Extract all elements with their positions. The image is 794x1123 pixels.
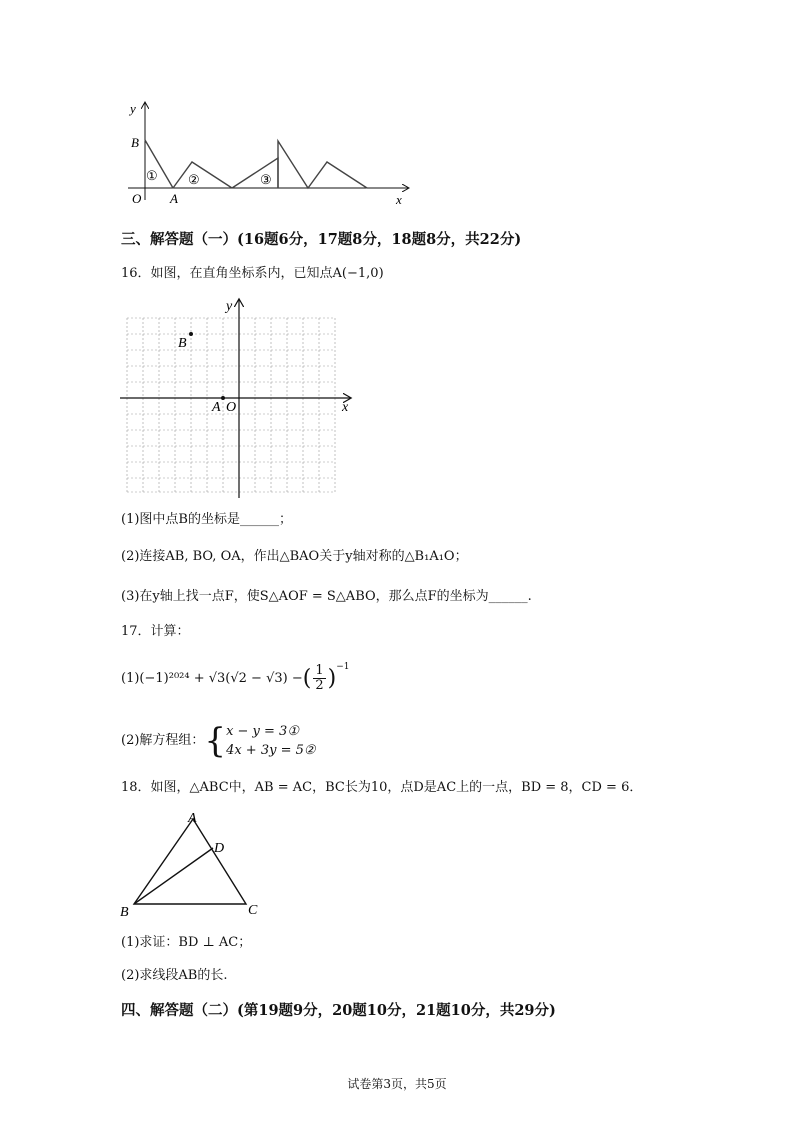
q17-part-1-expression: (−1)²⁰²⁴ + √3(√2 − √3) − — [139, 670, 303, 686]
point-A-label: A — [170, 191, 178, 206]
paren-right: ) — [327, 665, 337, 691]
grid-point-B-label: B — [178, 336, 187, 351]
q16-stem: 16．如图，在直角坐标系内，已知点A(−1,0) — [121, 266, 384, 281]
q18-part-2: (2)求线段AB的长. — [121, 968, 228, 983]
equation-system — [226, 722, 315, 760]
triangle-1-label: ① — [146, 168, 158, 183]
q17-stem: 17．计算： — [121, 624, 190, 639]
section-4-heading: 四、解答题（二）(第19题9分，20题10分，21题10分，共29分) — [121, 1002, 556, 1019]
triangle-2-label: ② — [188, 172, 200, 187]
equation-1: x − y = 3① — [226, 724, 299, 739]
q17-part-2-prefix: (2)解方程组： — [121, 733, 205, 748]
point-B-label: B — [131, 135, 139, 150]
grid-origin-label: O — [226, 400, 237, 415]
q16-part-3: (3)在y轴上找一点F，使S△AOF = S△ABO，那么点F的坐标为______. — [121, 589, 532, 604]
q16-grid-figure — [120, 296, 365, 501]
q18-triangle-figure — [116, 808, 276, 923]
tri-label-C: C — [248, 903, 258, 918]
tri-label-D: D — [214, 841, 225, 856]
triangle-chain-2 — [278, 141, 367, 188]
system-brace: { — [204, 721, 227, 761]
q16-part-2: (2)连接AB, BO, OA，作出△BAO关于y轴对称的△B₁A₁O； — [121, 549, 468, 564]
q16-part-1: (1)图中点B的坐标是______； — [121, 512, 292, 527]
q18-stem: 18．如图，△ABC中，AB = AC，BC长为10，点D是AC上的一点，BD = 8，CD = 6． — [121, 780, 643, 795]
axis-x-label: x — [396, 192, 402, 207]
q17-part-2 — [121, 722, 316, 760]
q17-fraction — [313, 664, 325, 693]
tri-label-B: B — [120, 905, 129, 920]
axis-y-label: y — [130, 101, 136, 116]
origin-label: O — [132, 191, 142, 206]
tri-label-A: A — [188, 811, 197, 826]
point-A-dot — [221, 396, 225, 400]
segment-bd — [134, 848, 213, 904]
q17-exponent: −1 — [336, 662, 350, 672]
triangle-3-label: ③ — [260, 172, 272, 187]
paren-left: ( — [302, 665, 312, 691]
section-3-heading: 三、解答题（一）(16题6分，17题8分，18题8分，共22分) — [121, 231, 522, 248]
q18-part-1: (1)求证：BD ⊥ AC； — [121, 935, 252, 950]
equation-2: 4x + 3y = 5② — [226, 743, 316, 758]
fraction-numerator: 1 — [315, 663, 324, 678]
figure-zigzag — [110, 95, 420, 215]
q17-part-1-prefix: (1) — [121, 670, 140, 686]
page-footer: 试卷第3页，共5页 — [347, 1077, 447, 1091]
fraction-denominator: 2 — [315, 678, 324, 693]
grid-y-label: y — [226, 299, 233, 314]
point-B-dot — [189, 332, 193, 336]
q17-part-1 — [121, 664, 349, 693]
grid-x-label: x — [342, 400, 349, 415]
grid-point-A-label: A — [212, 400, 221, 415]
